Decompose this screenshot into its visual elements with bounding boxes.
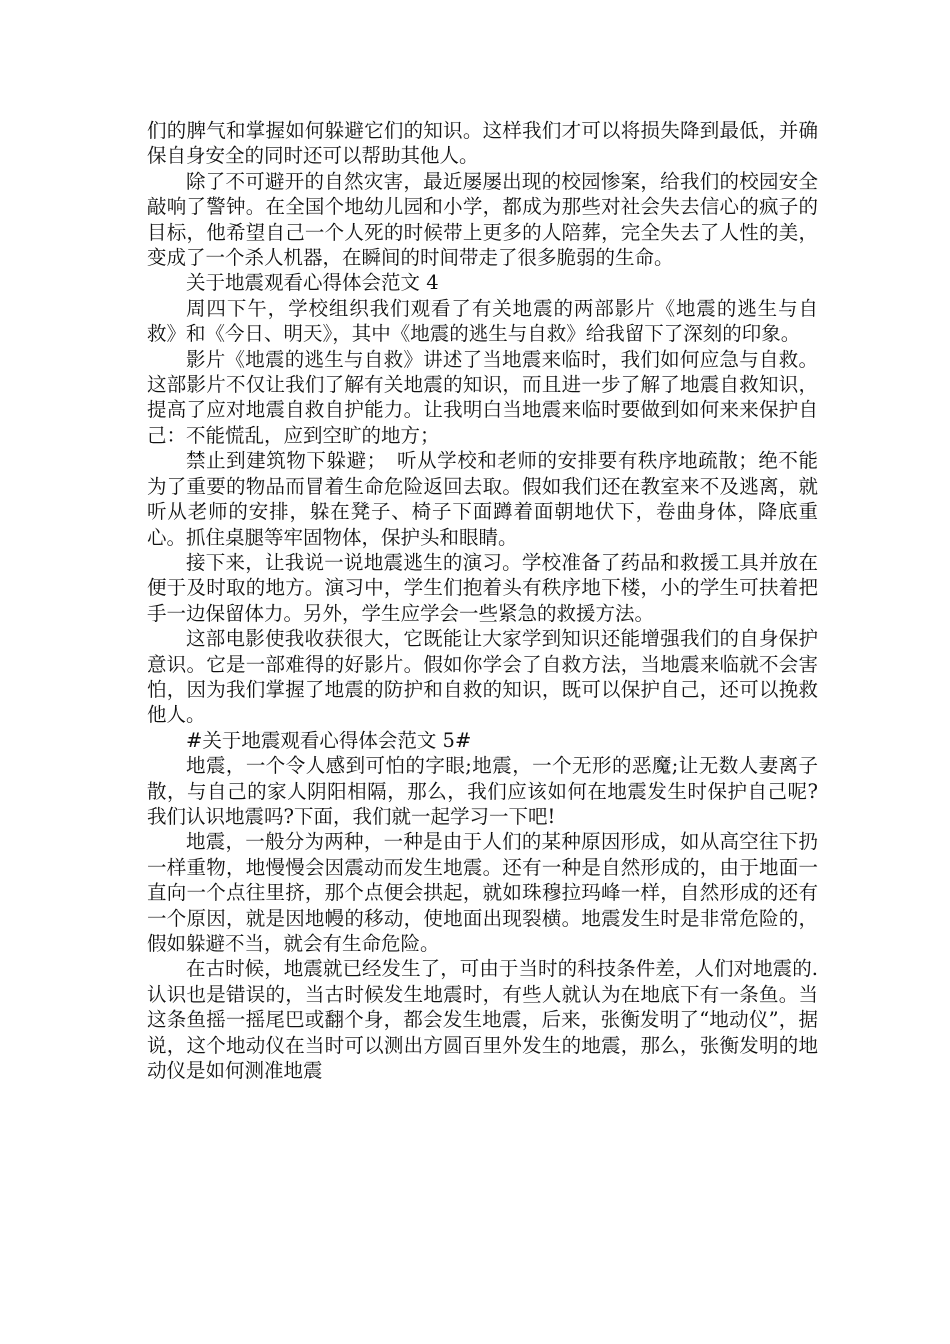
paragraph-9: 地震，一般分为两种，一种是由于人们的某种原因形成，如从高空往下扔一样重物，地慢慢会因震动而发生地震。还有一种是自然形成的，由于地面一直向一个点往里挤，那个点便会拱起，就如珠穆拉玛峰一样，自然形成的还有一个原因，就是因地幔的移动，使地面出现裂横。地震发生时是非常危险的，假如躲避不当，就会有生命危险。 <box>147 830 818 955</box>
paragraph-4: 影片《地震的逃生与自救》讲述了当地震来临时，我们如何应急与自救。这部影片不仅让我们了解有关地震的知识，而且进一步了解了地震自救知识，提高了应对地震自救自护能力。让我明白当地震来临时要做到如何来来保护自己：不能慌乱，应到空旷的地方； <box>147 347 818 447</box>
section-heading-5: #关于地震观看心得体会范文 5# <box>186 728 472 752</box>
paragraph-3: 周四下午，学校组织我们观看了有关地震的两部影片《地震的逃生与自救》和《今日、明天》，其中《地震的逃生与自救》给我留下了深刻的印象。 <box>147 296 818 346</box>
document-body <box>147 118 818 1083</box>
paragraph-7: 这部电影使我收获很大，它既能让大家学到知识还能增强我们的自身保护意识。它是一部难得的好影片。假如你学会了自救方法，当地震来临就不会害怕，因为我们掌握了地震的防护和自救的知识，既可以保护自己，还可以挽救他人。 <box>147 627 818 727</box>
paragraph-1: 们的脾气和掌握如何躲避它们的知识。这样我们才可以将损失降到最低，并确保自身安全的同时还可以帮助其他人。 <box>147 119 818 168</box>
paragraph-5: 禁止到建筑物下躲避； 听从学校和老师的安排要有秩序地疏散；绝不能为了重要的物品而冒着生命危险返回去取。假如我们还在教室来不及逃离，就听从老师的安排，躲在凳子、椅子下面蹲着面朝地伏下，卷曲身体，降底重心。抓住桌腿等牢固物体，保护头和眼睛。 <box>147 449 818 549</box>
paragraph-8: 地震，一个令人感到可怕的字眼;地震，一个无形的恶魔;让无数人妻离子散，与自己的家人阴阳相隔，那么，我们应该如何在地震发生时保护自己呢?我们认识地震吗?下面，我们就一起学习一下吧! <box>147 754 818 828</box>
section-heading-4: 关于地震观看心得体会范文 4 <box>186 271 439 295</box>
paragraph-10: 在古时候，地震就已经发生了，可由于当时的科技条件差，人们对地震的.认识也是错误的，当古时候发生地震时，有些人就认为在地底下有一条鱼。当这条鱼摇一摇尾巴或翻个身，都会发生地震，后来，张衡发明了“地动仪”，据说，这个地动仪在当时可以测出方圆百里外发生的地震，那么，张衡发明的地动仪是如何测准地震 <box>147 957 818 1083</box>
paragraph-2: 除了不可避开的自然灾害，最近屡屡出现的校园惨案，给我们的校园安全敲响了警钟。在全国个地幼儿园和小学，都成为那些对社会失去信心的疯子的目标，他希望自己一个人死的时候带上更多的人陪葬，完全失去了人性的美，变成了一个杀人机器，在瞬间的时间带走了很多脆弱的生命。 <box>147 169 818 270</box>
paragraph-6: 接下来，让我说一说地震逃生的演习。学校准备了药品和救援工具并放在便于及时取的地方。演习中，学生们抱着头有秩序地下楼，小的学生可扶着把手一边保留体力。另外，学生应学会一些紧急的救援方法。 <box>147 550 818 625</box>
